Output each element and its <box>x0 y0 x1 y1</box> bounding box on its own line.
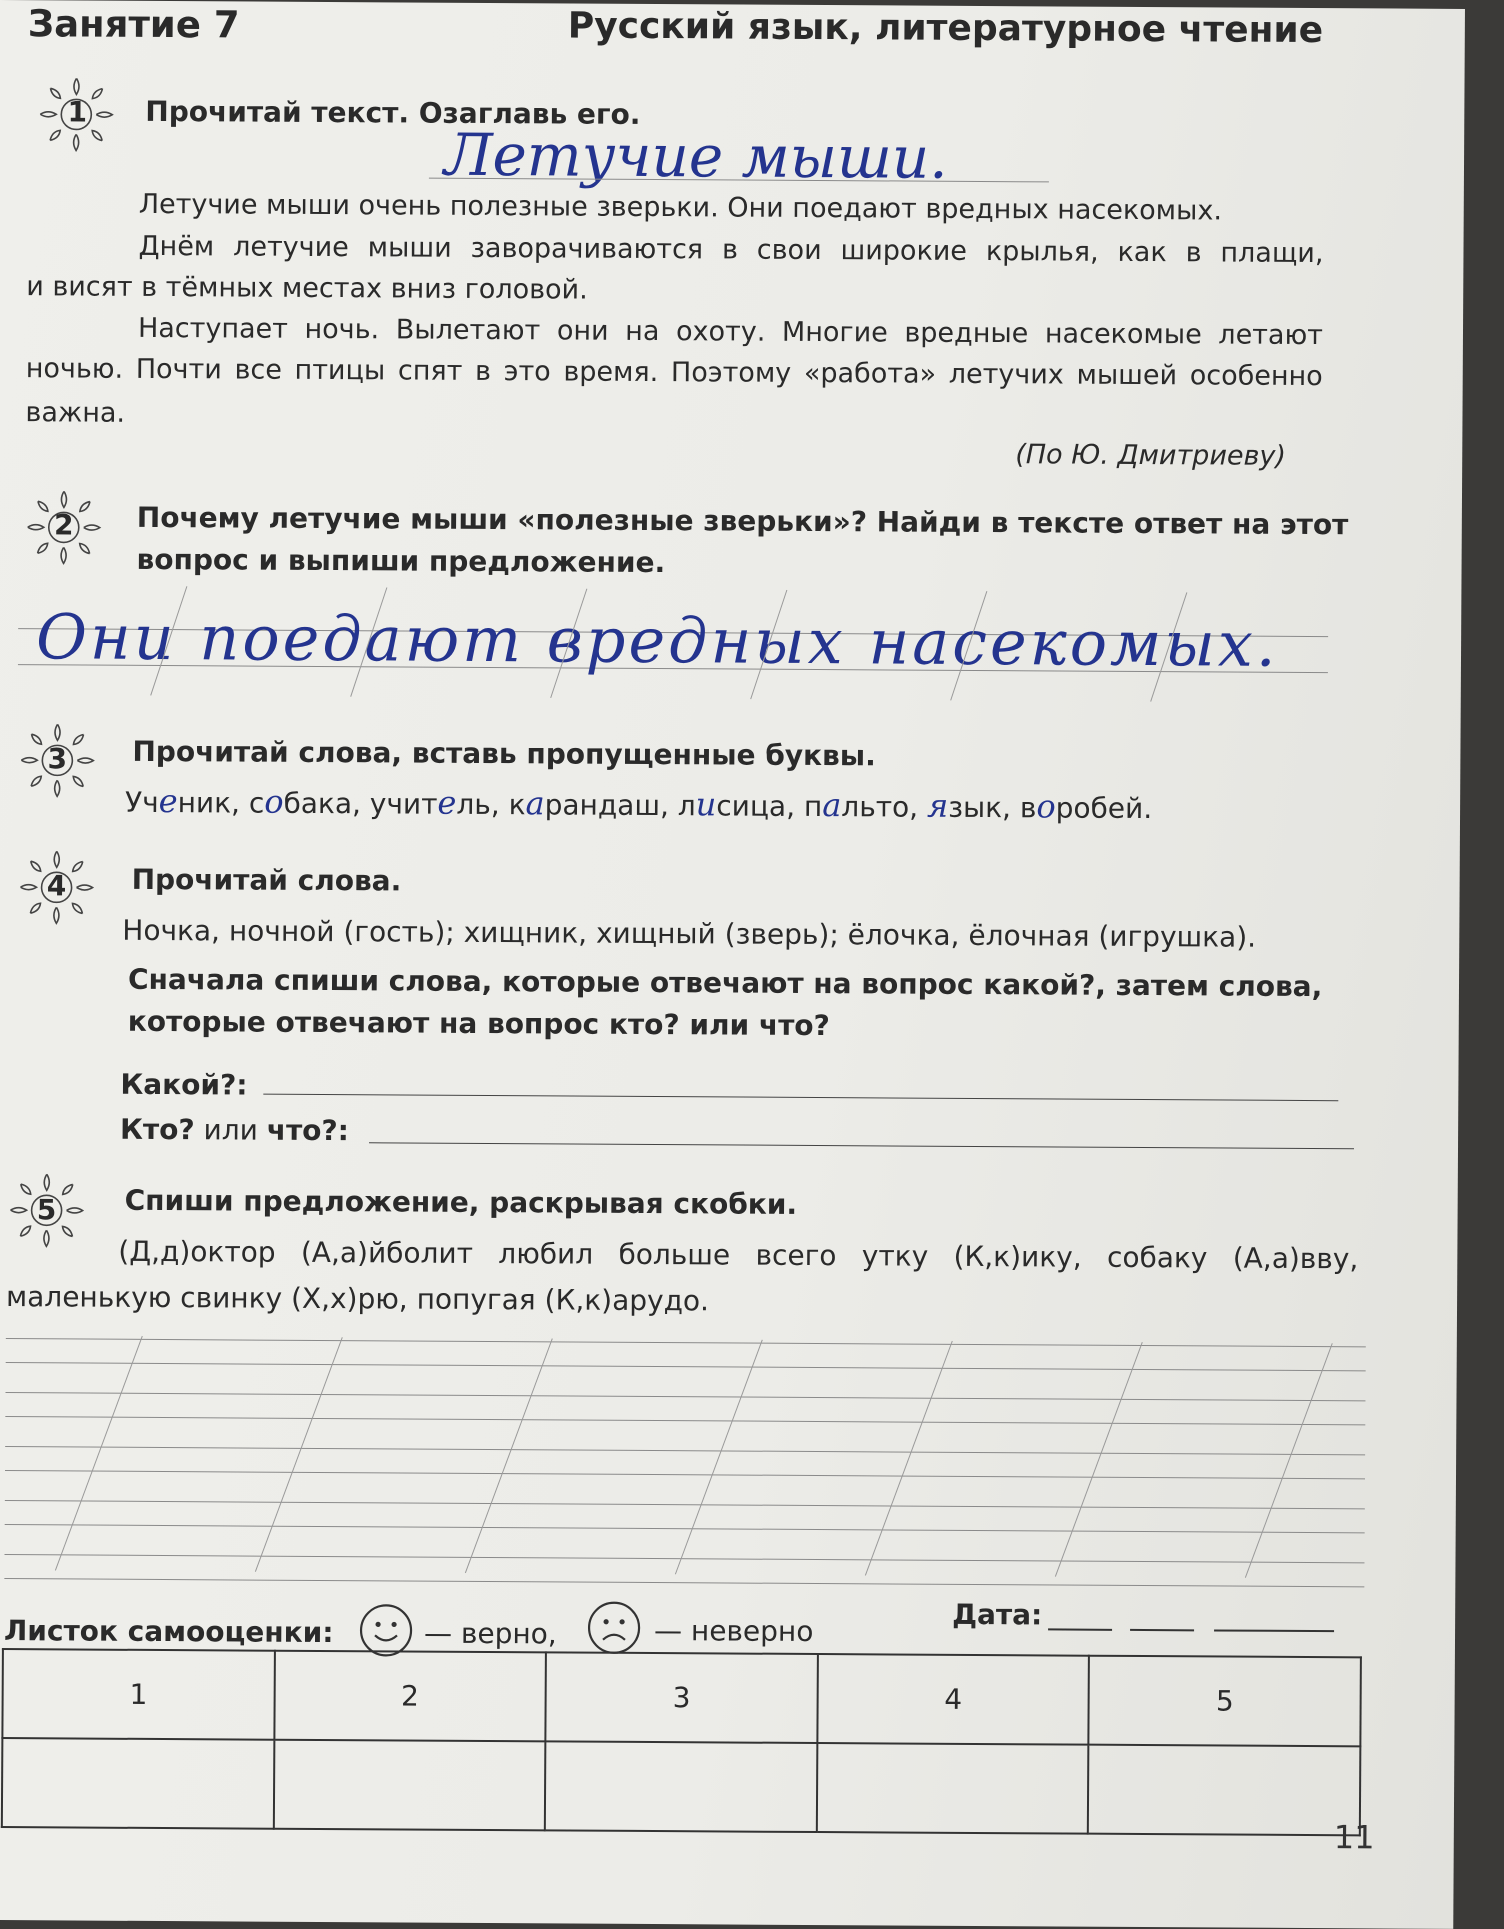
slant-guide <box>55 1336 143 1571</box>
label-which: Какой?: <box>120 1067 248 1102</box>
word-item: учитель, <box>369 783 500 822</box>
assessment-cell[interactable] <box>2 1738 274 1829</box>
self-assessment-label: Листок самооценки: <box>3 1614 334 1650</box>
task4-question-line1: Сначала спиши слова, которые отвечают на вопрос какой?, затем слова, <box>127 962 1323 1004</box>
table-row <box>2 1738 1361 1835</box>
text-line-1: Летучие мыши очень полезные зверьки. Они поедают вредных насекомых. <box>138 188 1223 227</box>
date-year-blank[interactable] <box>1214 1629 1334 1632</box>
task3-number: 3 <box>47 742 68 776</box>
lesson-title: Занятие 7 <box>27 2 240 47</box>
assessment-cell[interactable] <box>817 1743 1089 1834</box>
table-header-cell: 1 <box>2 1649 274 1740</box>
writing-line[interactable] <box>4 1578 1364 1587</box>
correct-legend: — верно, <box>423 1616 557 1651</box>
task5-number: 5 <box>36 1193 57 1227</box>
sad-face-icon <box>586 1600 642 1656</box>
handwritten-title: Летучие мыши. <box>443 120 948 192</box>
text-line-6: важна. <box>25 397 126 429</box>
text-line-4: Наступает ночь. Вылетают они на охоту. Многие вредные насекомые летают <box>137 312 1324 352</box>
answer-line-which[interactable] <box>263 1094 1338 1102</box>
writing-line[interactable] <box>6 1362 1366 1371</box>
writing-line[interactable] <box>5 1524 1365 1533</box>
task2-number: 2 <box>53 508 74 542</box>
task4-question-line2: которые отвечают на вопрос кто? или что? <box>127 1004 830 1043</box>
date-label: Дата: <box>952 1597 1043 1632</box>
task5-sentence-line2: маленькую свинку (Х,х)рю, попугая (К,к)арудо. <box>5 1280 710 1318</box>
page-number: 11 <box>1333 1818 1375 1857</box>
wrong-legend: — неверно <box>653 1614 814 1648</box>
task3-instruction: Прочитай слова, вставь пропущенные буквы. <box>132 734 876 773</box>
slant-guide <box>1055 1342 1143 1577</box>
slant-guide <box>865 1341 953 1576</box>
date-month-blank[interactable] <box>1130 1629 1194 1631</box>
label-who-what: Кто? или что?: <box>120 1112 350 1148</box>
task5-sentence-line1: (Д,д)октор (А,а)йболит любил больше всего утку (К,к)ику, собаку (А,а)вву, <box>118 1234 1359 1276</box>
task1-number: 1 <box>67 95 88 129</box>
table-header-cell: 5 <box>1089 1656 1361 1747</box>
word-item: карандаш, <box>508 784 670 823</box>
writing-line[interactable] <box>6 1338 1366 1347</box>
writing-line[interactable] <box>5 1470 1365 1479</box>
writing-line[interactable] <box>5 1554 1365 1563</box>
table-header-cell: 3 <box>546 1652 818 1743</box>
text-line-2: Днём летучие мыши заворачиваются в свои широкие крылья, как в плащи, <box>138 230 1324 270</box>
table-header-cell: 4 <box>817 1654 1089 1745</box>
slant-guide <box>1245 1343 1333 1578</box>
table-header-row <box>2 1649 1361 1746</box>
word-item: воробей. <box>1019 787 1153 826</box>
slant-guide <box>675 1340 763 1575</box>
word-item: пальто, <box>803 786 919 825</box>
writing-line[interactable] <box>5 1392 1365 1401</box>
text-line-5: ночью. Почти все птицы спят в это время. Поэтому «работа» летучих мышей особенно <box>25 353 1323 393</box>
word-item: собака, <box>248 782 362 821</box>
writing-line[interactable] <box>5 1416 1365 1425</box>
task1-instruction: Прочитай текст. Озаглавь его. <box>145 94 641 131</box>
handwritten-answer: Они поедают вредных насекомых. <box>35 600 1279 681</box>
subject-title: Русский язык, литературное чтение <box>567 5 1324 52</box>
word-item: лисица, <box>677 785 796 824</box>
answer-line-who-what[interactable] <box>369 1142 1354 1149</box>
word-item: Ученик, <box>125 781 241 821</box>
task4-number: 4 <box>46 869 67 903</box>
assessment-cell[interactable] <box>545 1741 817 1832</box>
task4-instruction: Прочитай слова. <box>131 862 402 898</box>
task3-words <box>125 781 1152 829</box>
date-day-blank[interactable] <box>1048 1628 1112 1630</box>
table-header-cell: 2 <box>274 1651 546 1742</box>
task5-instruction: Спиши предложение, раскрывая скобки. <box>124 1183 798 1221</box>
attribution: (По Ю. Дмитриеву) <box>1015 439 1287 472</box>
assessment-cell[interactable] <box>273 1740 545 1831</box>
task2-instruction-line1: Почему летучие мыши «полезные зверьки»? Найди в тексте ответ на этот <box>136 500 1349 542</box>
writing-line[interactable] <box>5 1500 1365 1509</box>
word-item: язык, <box>926 786 1012 825</box>
slant-guide <box>255 1337 343 1572</box>
assessment-cell[interactable] <box>1088 1745 1360 1836</box>
writing-line[interactable] <box>5 1446 1365 1455</box>
text-line-3: и висят в тёмных местах вниз головой. <box>26 271 588 306</box>
task2-instruction-line2: вопрос и выпиши предложение. <box>136 542 666 580</box>
slant-guide <box>465 1338 553 1573</box>
self-assessment-table <box>1 1648 1362 1836</box>
task4-words: Ночка, ночной (гость); хищник, хищный (зверь); ёлочка, ёлочная (игрушка). <box>122 913 1257 954</box>
